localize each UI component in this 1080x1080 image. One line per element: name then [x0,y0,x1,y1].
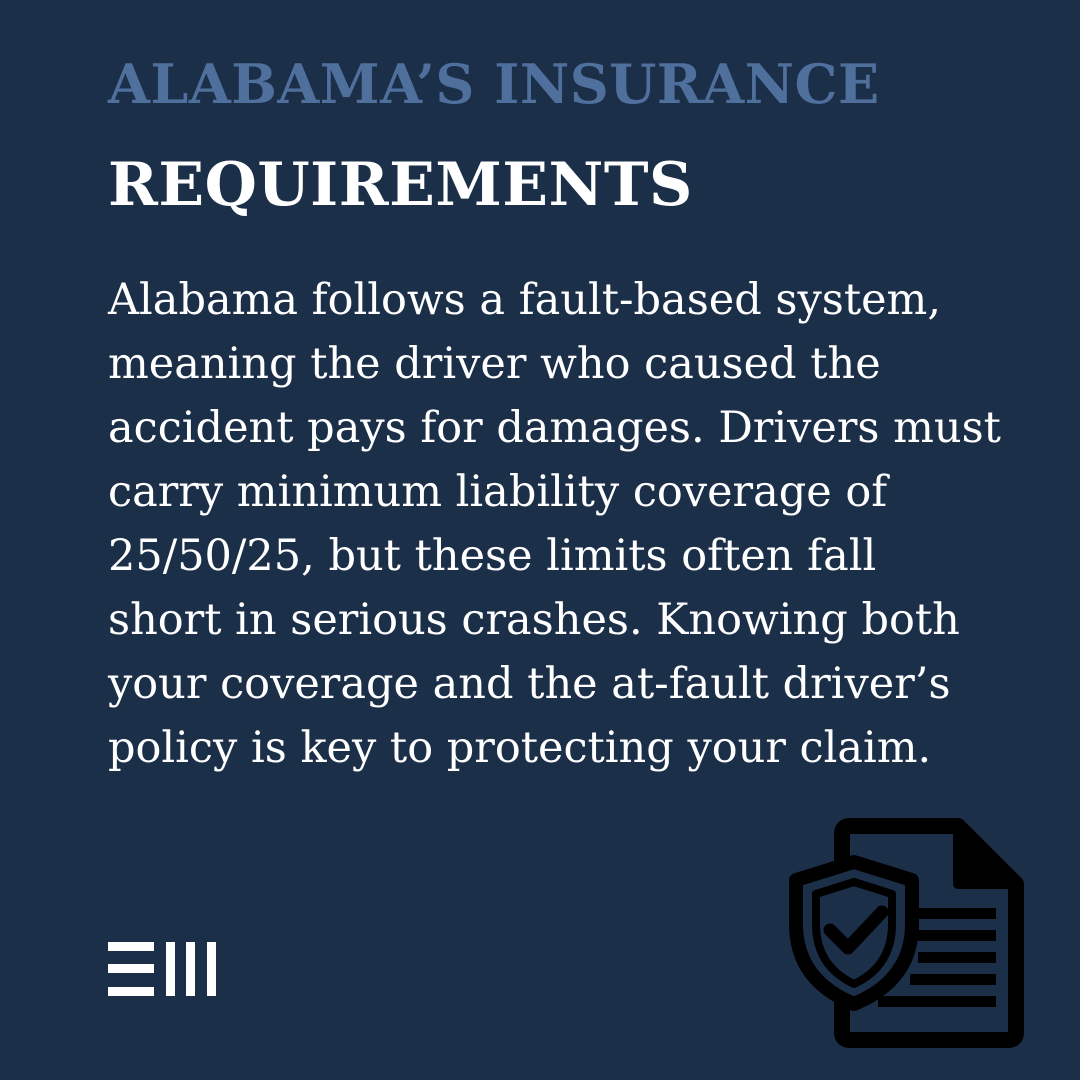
brand-logo-icon [108,942,216,996]
body-line-6: short in serious crashes. Knowing both [108,595,960,645]
body-line-2: meaning the driver who caused the [108,339,881,389]
page-title-line-1: ALABAMA’S INSURANCE [108,52,880,116]
body-line-4: carry minimum liability coverage of [108,467,888,517]
body-line-5: 25/50/25, but these limits often fall [108,531,877,581]
page-title-line-2: REQUIREMENTS [108,150,693,220]
body-line-3: accident pays for damages. Drivers must [108,403,1001,453]
body-line-1: Alabama follows a fault-based system, [108,275,941,325]
body-paragraph [108,268,1008,780]
insurance-document-shield-icon [786,812,1026,1048]
body-line-8: policy is key to protecting your claim. [108,723,932,773]
body-line-7: your coverage and the at-fault driver’s [108,659,951,709]
